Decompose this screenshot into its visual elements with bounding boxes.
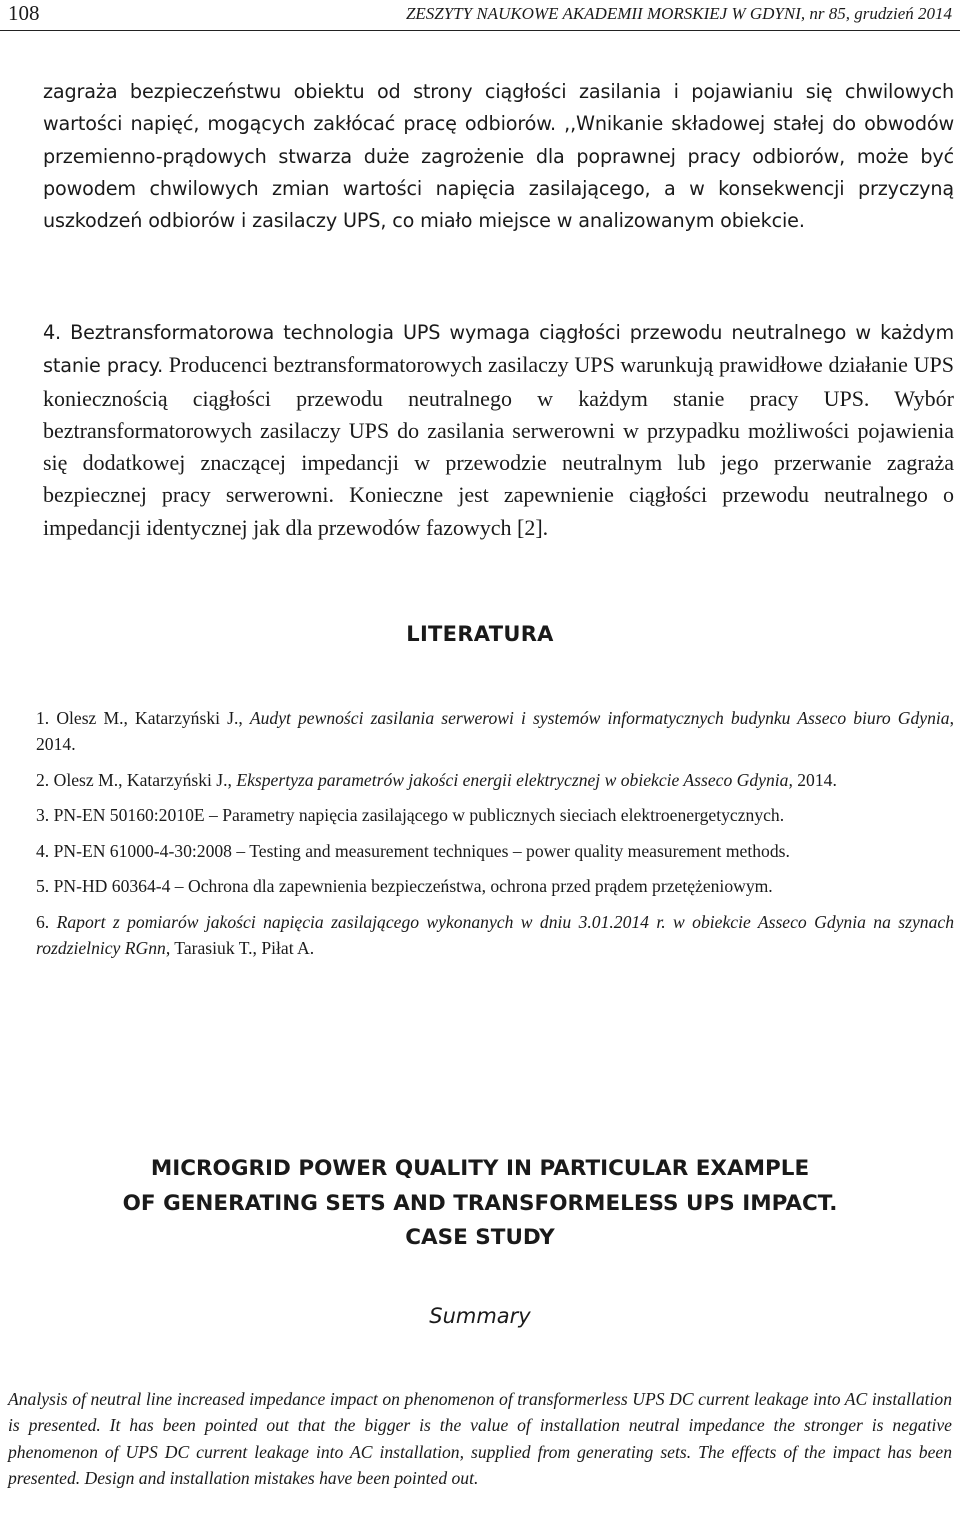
item-4-lead: 4. Beztransformatorowa technologia UPS wymaga ciągłości przewodu neutralnego w każdym stanie pracy. (43, 321, 954, 378)
reference-item (36, 873, 954, 899)
english-title-line-2: OF GENERATING SETS AND TRANSFORMELESS UPS IMPACT. (122, 1190, 838, 1216)
english-title (0, 1152, 960, 1256)
summary-text: Analysis of neutral line increased impedance impact on phenomenon of transformerless UPS DC current leakage into AC installation is presented. It has been pointed out that the bigger is the value of installation neutral impedance the stronger is negative phenomenon of UPS DC current leakage into AC installation, supplied from generating sets. The effects of the impact has been presented. Design and installation mistakes have been pointed out. (8, 1389, 952, 1489)
reference-tail: , 2014. (36, 708, 954, 754)
reference-item (36, 909, 954, 961)
english-title-line-1: MICROGRID POWER QUALITY IN PARTICULAR EXAMPLE (150, 1156, 810, 1181)
body-paragraph-1: zagraża bezpieczeństwu obiektu od strony ciągłości zasilania i pojawianiu się chwilowych wartości napięć, mogących zakłócać pracę odbiorów. ,,Wnikanie składowej stałej do obwodów przemienno-prądowych stwarza duże zagrożenie dla poprawnej pracy odbiorów, może być powodem chwilowych zmian wartości napięcia zasilającego, a w konsekwencji przyczyną uszkodzeń odbiorów i zasilaczy UPS, co miało miejsce w analizowanym obiekcie. (43, 80, 954, 233)
reference-number: 3. (36, 805, 50, 825)
english-title-line-3: CASE STUDY (405, 1225, 555, 1250)
reference-text: PN-EN 50160:2010E – Parametry napięcia zasilającego w publicznych sieciach elektroenergetycznych. (53, 805, 785, 825)
journal-title: ZESZYTY NAUKOWE AKADEMII MORSKIEJ W GDYNI, nr 85, grudzień 2014 (405, 4, 952, 23)
reference-number: 2. (36, 769, 50, 790)
item-4-rest: Producenci beztransformatorowych zasilaczy UPS warunkują prawidłowe działanie UPS koniecznością ciągłości przewodu neutralnego w każdym stanie pracy UPS. Wybór beztransformatorowych zasilaczy UPS do zasilania serwerowni w przypadku możliwości pojawienia się dodatkowej znaczącej impedancji w przewodzie neutralnym lub jego przerwanie zagraża bezpiecznej pracy serwerowni. Konieczne jest zapewnienie ciągłości przewodu neutralnego o impedancji identycznej jak dla przewodów fazowych [2]. (43, 352, 954, 540)
reference-list (36, 705, 954, 970)
reference-authors: Olesz M., Katarzyński J., (56, 708, 250, 728)
page-header (0, 0, 960, 31)
reference-title: Audyt pewności zasilania serwerowi i systemów informatycznych budynku Asseco biuro Gdynia (249, 708, 950, 728)
reference-number: 1. (36, 708, 50, 728)
reference-title: Raport z pomiarów jakości napięcia zasilającego wykonanych w dniu 3.01.2014 r. w obiekcie Asseco Gdynia na szynach rozdzielnicy RGnn (36, 911, 954, 958)
page-number: 108 (8, 1, 40, 25)
body-paragraph-2 (43, 316, 954, 544)
reference-item (36, 705, 954, 757)
reference-text: PN-HD 60364-4 – Ochrona dla zapewnienia bezpieczeństwa, ochrona przed prądem przetężeniowym. (53, 876, 773, 896)
reference-tail: , Tarasiuk T., Piłat A. (165, 937, 315, 958)
reference-item (36, 838, 954, 864)
reference-title: Ekspertyza parametrów jakości energii elektrycznej w obiekcie Asseco Gdynia, (236, 769, 793, 790)
reference-item (36, 802, 954, 828)
summary-heading: Summary (429, 1304, 531, 1328)
reference-number: 5. (36, 876, 50, 896)
reference-item (36, 767, 954, 793)
literature-heading: LITERATURA (406, 622, 554, 646)
reference-number: 6. (36, 911, 50, 932)
reference-text: PN-EN 61000-4-30:2008 – Testing and measurement techniques – power quality measurement methods. (53, 840, 790, 861)
reference-authors: Olesz M., Katarzyński J., (53, 769, 237, 790)
reference-tail: 2014. (792, 769, 837, 790)
reference-number: 4. (36, 840, 50, 861)
